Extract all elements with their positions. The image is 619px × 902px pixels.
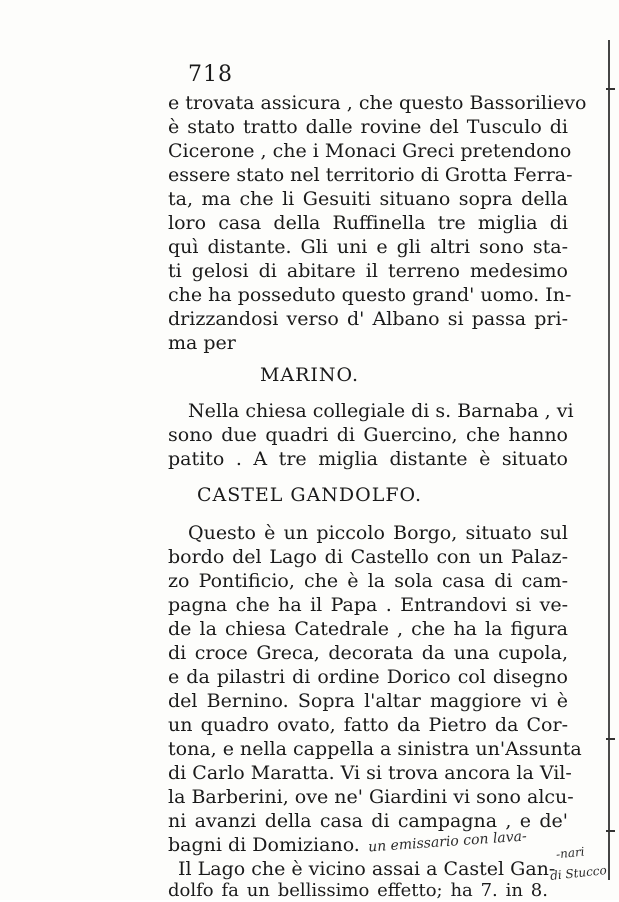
section-heading-marino: MARINO. [259, 364, 360, 386]
text-line: patito . A tre miglia distante è situato [168, 448, 568, 470]
edge-mark [606, 88, 615, 90]
text-line: quì distante. Gli uni e gli altri sono sta- [168, 236, 568, 258]
text-line: ma per [168, 332, 236, 354]
text-line: zo Pontificio, che è la sola casa di cam- [168, 570, 568, 592]
edge-mark [606, 830, 615, 832]
text-line: di croce Greca, decorata da una cupola, [168, 642, 568, 664]
text-line: del Bernino. Sopra l'altar maggiore vi è [168, 690, 568, 712]
text-line: ta, ma che li Gesuiti situano sopra della [168, 188, 568, 210]
text-line: Questo è un piccolo Borgo, situato sul [188, 522, 568, 544]
text-line: la Barberini, ove ne' Giardini vi sono alcu- [168, 786, 574, 808]
text-line: de la chiesa Catedrale , che ha la figura [168, 618, 568, 640]
text-line: sono due quadri di Guercino, che hanno [168, 424, 568, 446]
text-line: di Carlo Maratta. Vi si trova ancora la Vil- [168, 762, 572, 784]
text-line: loro casa della Ruffinella tre miglia di [168, 212, 568, 234]
text-line: e trovata assicura , che questo Bassorilievo [168, 92, 587, 114]
handwritten-annotation: un emissario con lava- [367, 828, 528, 856]
text-line: ni avanzi della casa di campagna , e de' [168, 810, 568, 832]
page-number: 718 [188, 62, 233, 87]
text-line: bagni di Domiziano. [168, 834, 360, 856]
text-line: drizzandosi verso d' Albano si passa pri- [168, 308, 568, 330]
text-line: tona, e nella cappella a sinistra un'Assunta [168, 738, 582, 760]
page-edge-binding [608, 40, 610, 880]
handwritten-annotation: di Stucco [549, 863, 608, 883]
handwritten-annotation: -nari [555, 844, 586, 862]
text-line: essere stato nel territorio di Grotta Ferra- [168, 164, 573, 186]
text-line: è stato tratto dalle rovine del Tusculo di [168, 116, 568, 138]
section-heading-castel-gandolfo: CASTEL GANDOLFO. [196, 484, 423, 506]
text-line: ti gelosi di abitare il terreno medesimo [168, 260, 568, 282]
text-line: un quadro ovato, fatto da Pietro da Cor- [168, 714, 568, 736]
text-line: e da pilastri di ordine Dorico col disegno [168, 666, 568, 688]
text-line: Il Lago che è vicino assai a Castel Gan- [178, 858, 556, 880]
text-line: Nella chiesa collegiale di s. Barnaba , vi [188, 400, 574, 422]
text-line: Cicerone , che i Monaci Greci pretendono [168, 140, 572, 162]
text-line: pagna che ha il Papa . Entrandovi si ve- [168, 594, 568, 616]
text-line: bordo del Lago di Castello con un Palaz- [168, 546, 568, 568]
text-line: dolfo fa un bellissimo effetto; ha 7. in 8. [168, 880, 548, 901]
text-line: che ha posseduto questo grand' uomo. In- [168, 284, 572, 306]
edge-mark [606, 738, 615, 740]
